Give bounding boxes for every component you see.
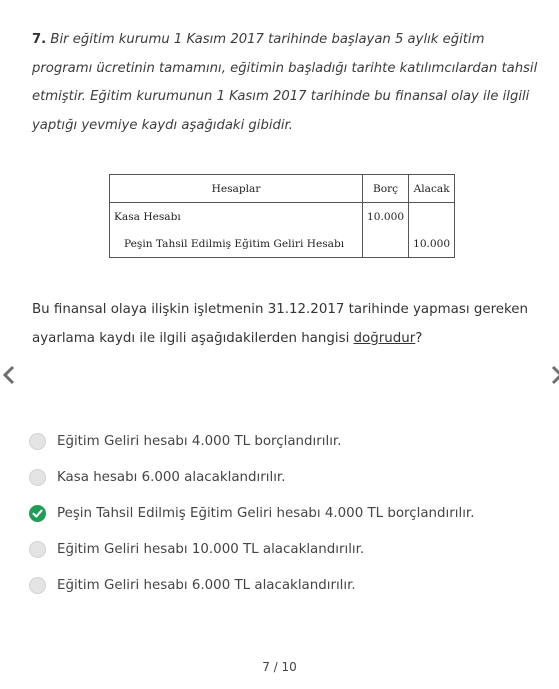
option-label: Eğitim Geliri hesabı 6.000 TL alacaklandırılır.: [57, 577, 356, 593]
question-number: 7.: [32, 32, 47, 47]
header-accounts: Hesaplar: [110, 175, 363, 203]
page-indicator: 7 / 10: [262, 660, 297, 674]
check-icon: [32, 508, 43, 519]
radio-button-selected[interactable]: [29, 505, 46, 522]
table-row: [110, 203, 455, 231]
table-row: [110, 230, 455, 258]
radio-button[interactable]: [29, 541, 46, 558]
header-debit: Borç: [363, 175, 409, 203]
account-cell: Peşin Tahsil Edilmiş Eğitim Geliri Hesabı: [110, 230, 363, 258]
option-label: Eğitim Geliri hesabı 4.000 TL borçlandırılır.: [57, 433, 342, 449]
account-cell: Kasa Hesabı: [110, 203, 363, 231]
answer-option-a[interactable]: [29, 423, 474, 459]
next-question-button[interactable]: [550, 364, 559, 386]
option-label: Eğitim Geliri hesabı 10.000 TL alacaklandırılır.: [57, 541, 365, 557]
prev-question-button[interactable]: [2, 364, 16, 386]
answer-option-b[interactable]: [29, 459, 474, 495]
option-label: Kasa hesabı 6.000 alacaklandırılır.: [57, 469, 286, 485]
radio-button[interactable]: [29, 433, 46, 450]
prompt-text: Bu finansal olaya ilişkin işletmenin 31.12.2017 tarihinde yapması gereken ayarlama kaydı ile ilgili aşağıdakilerden hangisi: [32, 302, 529, 346]
chevron-right-icon: [550, 364, 559, 386]
prompt-emphasis: doğrudur: [353, 330, 416, 346]
debit-cell: [363, 230, 409, 258]
question-prompt: [32, 296, 547, 353]
answer-option-d[interactable]: [29, 531, 474, 567]
journal-entry-table: [109, 174, 455, 258]
answer-option-c[interactable]: [29, 495, 474, 531]
chevron-left-icon: [2, 364, 16, 386]
header-credit: Alacak: [409, 175, 455, 203]
option-label: Peşin Tahsil Edilmiş Eğitim Geliri hesabı 4.000 TL borçlandırılır.: [57, 505, 475, 521]
radio-button[interactable]: [29, 469, 46, 486]
question-body: Bir eğitim kurumu 1 Kasım 2017 tarihinde başlayan 5 aylık eğitim programı ücretinin tamamını, eğitimin başladığı tarihte katılımcılardan tahsil etmiştir. Eğitim kurumunun 1 Kasım 2017 tarihinde bu finansal olay ile ilgili yaptığı yevmiye kaydı aşağıdaki gibidir.: [32, 32, 538, 133]
answer-option-e[interactable]: [29, 567, 474, 603]
credit-cell: 10.000: [409, 230, 455, 258]
answer-options: [29, 423, 474, 603]
debit-cell: 10.000: [363, 203, 409, 231]
radio-button[interactable]: [29, 577, 46, 594]
table-header-row: [110, 175, 455, 203]
question-text: [32, 26, 542, 140]
credit-cell: [409, 203, 455, 231]
prompt-end: ?: [415, 330, 423, 346]
